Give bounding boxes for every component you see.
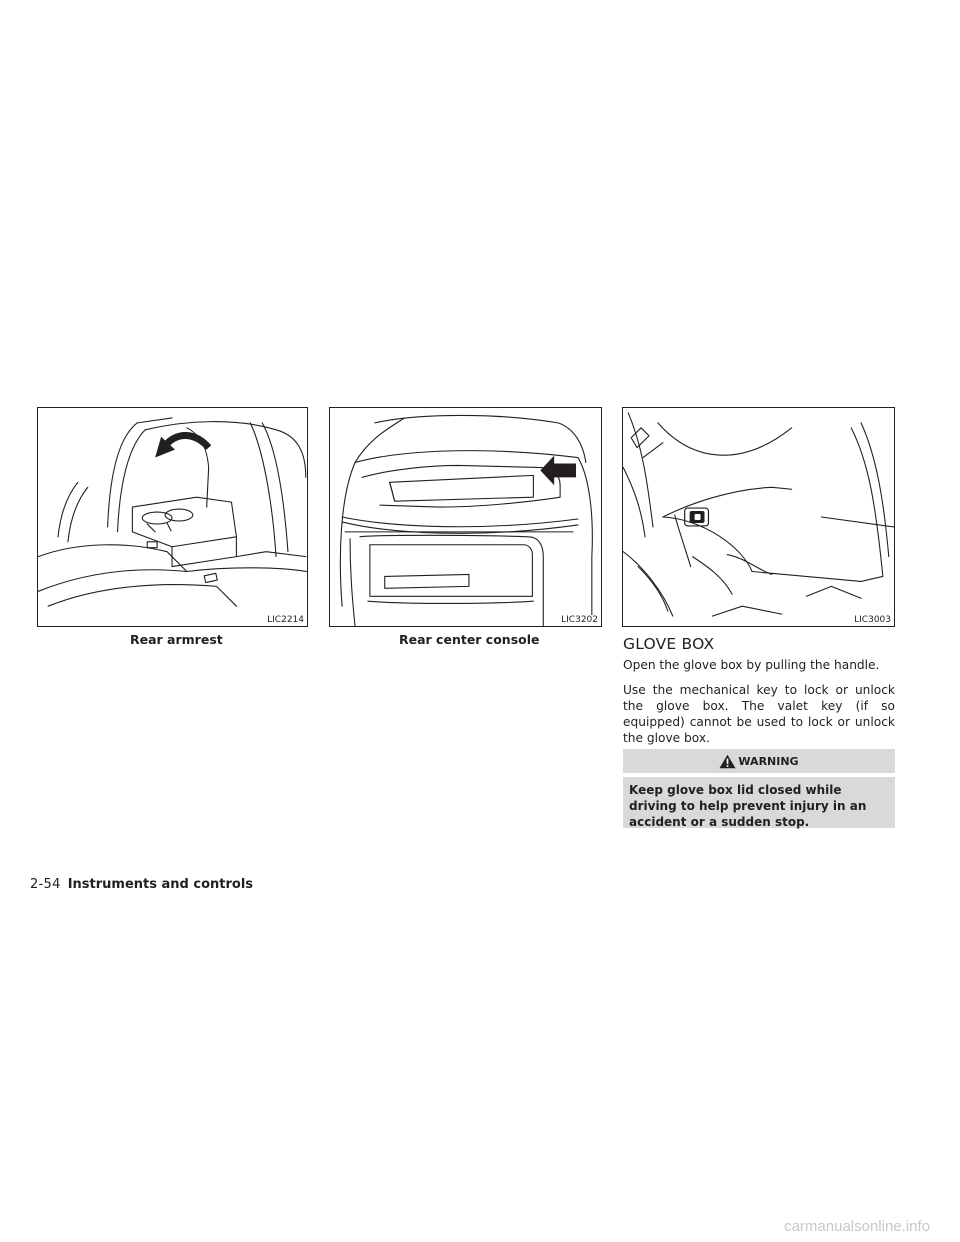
paragraph: Open the glove box by pulling the handle. (623, 658, 880, 672)
warning-label: WARNING (738, 754, 799, 768)
glove-box-icon (685, 508, 709, 526)
glove-box-illustration (623, 408, 894, 626)
rear-center-console-illustration (330, 408, 601, 626)
figure-caption: Rear armrest (130, 632, 223, 647)
warning-icon (719, 754, 736, 769)
paragraph: Use the mechanical key to lock or unlock the glove box. The valet key (if so equipped) cannot be used to lock or unlock the glove box. (623, 683, 895, 745)
figure-rear-armrest (37, 407, 308, 627)
warning-text: Keep glove box lid closed while driving to help prevent injury in an accident or a sudden stop. (623, 777, 895, 828)
page-footer (30, 877, 253, 892)
warning-header (623, 749, 895, 773)
figure-code: LIC2214 (267, 615, 304, 625)
figure-glove-box (622, 407, 895, 627)
figure-code: LIC3202 (561, 615, 598, 625)
figure-caption: Rear center console (399, 632, 540, 647)
page-number: 2-54 (30, 877, 61, 892)
figure-code: LIC3003 (854, 615, 891, 625)
curved-arrow-icon (155, 435, 209, 457)
rear-armrest-illustration (38, 408, 307, 626)
arrow-icon (540, 456, 576, 486)
section-title: GLOVE BOX (623, 635, 715, 653)
watermark: carmanualsonline.info (784, 1218, 930, 1235)
footer-section-name: Instruments and controls (67, 877, 254, 892)
figure-rear-center-console (329, 407, 602, 627)
